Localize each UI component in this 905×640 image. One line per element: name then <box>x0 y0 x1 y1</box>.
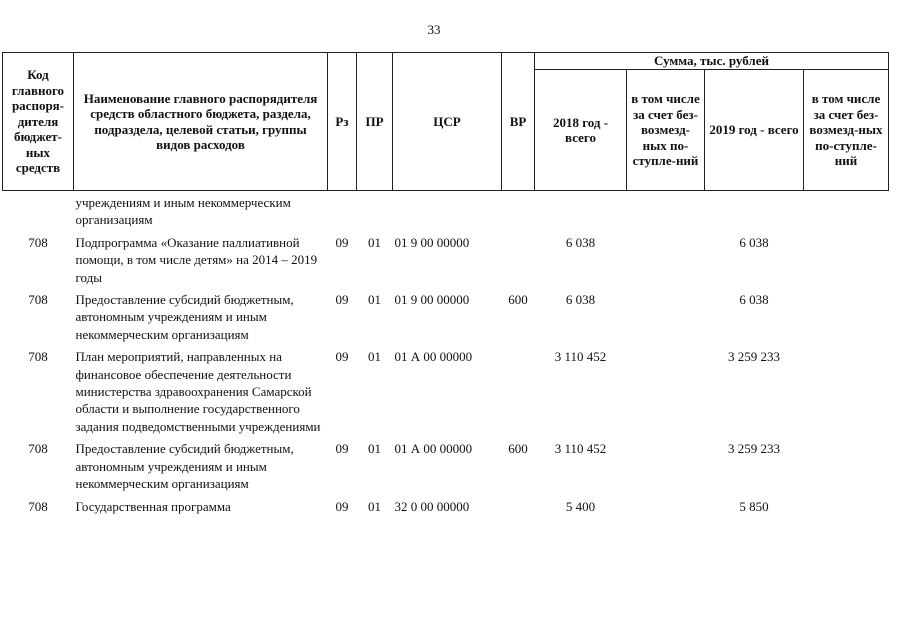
cell-vr <box>502 234 535 291</box>
table-row <box>3 440 889 497</box>
cell-vr <box>502 191 535 234</box>
cell-vr: 600 <box>508 292 528 308</box>
header-2019-free: в том числе за счет без-возмезд-ных по-ступле-ний <box>804 70 889 191</box>
table-row <box>3 234 889 291</box>
cell-2019-free <box>804 234 889 291</box>
header-vr: ВР <box>502 53 535 191</box>
cell-name: Предоставление субсидий бюджетным, автономным учреждениям и иным некоммерческим организациям <box>75 292 294 342</box>
cell-2018-total: 6 038 <box>565 234 596 250</box>
cell-csr: 32 0 00 00000 <box>394 498 470 514</box>
cell-2018-free <box>627 498 705 520</box>
cell-vr <box>502 348 535 440</box>
cell-csr <box>393 191 502 234</box>
cell-name: Подпрограмма «Оказание паллиативной помощи, в том числе детям» на 2014 – 2019 годы <box>75 234 318 285</box>
cell-2018-total: 5 400 <box>565 498 596 514</box>
budget-table <box>2 52 889 520</box>
cell-code: 708 <box>28 441 48 457</box>
cell-pr: 01 <box>368 234 381 250</box>
cell-pr: 01 <box>368 292 381 308</box>
header-2018-total: 2018 год - всего <box>535 70 627 191</box>
cell-rz: 09 <box>335 234 349 250</box>
cell-pr: 01 <box>368 349 381 365</box>
page-number: 33 <box>427 22 441 37</box>
cell-csr: 01 9 00 00000 <box>394 292 470 308</box>
cell-code: 708 <box>28 498 48 514</box>
cell-2019-total: 5 850 <box>739 498 769 514</box>
cell-vr: 600 <box>508 441 528 457</box>
cell-name: Государственная программа <box>75 498 231 514</box>
header-pr: ПР <box>357 53 393 191</box>
table-row <box>3 348 889 440</box>
cell-2019-total: 3 259 233 <box>728 349 780 365</box>
cell-rz: 09 <box>335 349 349 365</box>
table-row <box>3 498 889 520</box>
header-code: Код главного распоря-дителя бюджет-ных средств <box>3 53 74 191</box>
table-row <box>3 291 889 348</box>
cell-2018-total: 3 110 452 <box>554 349 607 365</box>
header-name: Наименование главного распорядителя средств областного бюджета, раздела, подраздела, целевой статьи, группы видов расходов <box>74 53 328 191</box>
cell-2019-free <box>804 348 889 440</box>
cell-2019-free <box>804 291 889 348</box>
cell-rz: 09 <box>335 292 349 308</box>
cell-2019-free <box>804 191 889 234</box>
header-2018-free: в том числе за счет без-возмезд-ных по-ступле-ний <box>627 70 705 191</box>
header-csr: ЦСР <box>393 53 502 191</box>
table-body <box>3 191 889 520</box>
cell-rz <box>328 191 357 234</box>
cell-2018-free <box>627 348 705 440</box>
cell-name: учреждениям и иным некоммерческим организациям <box>75 195 291 228</box>
cell-2019-total <box>705 191 804 234</box>
cell-csr: 01 А 00 00000 <box>394 349 473 365</box>
cell-2018-free <box>627 234 705 291</box>
cell-pr: 01 <box>368 498 381 514</box>
cell-code: 708 <box>28 292 48 308</box>
cell-csr: 01 9 00 00000 <box>394 234 470 250</box>
cell-pr <box>357 191 393 234</box>
cell-2018-total: 6 038 <box>565 292 596 308</box>
header-sum-group: Сумма, тыс. рублей <box>535 53 889 70</box>
cell-vr <box>502 498 535 520</box>
cell-name: Предоставление субсидий бюджетным, автономным учреждениям и иным некоммерческим организациям <box>75 441 294 492</box>
cell-2018-total <box>535 191 627 234</box>
cell-2018-free <box>627 191 705 234</box>
header-2019-total: 2019 год - всего <box>705 70 804 191</box>
cell-code <box>3 191 74 234</box>
cell-code: 708 <box>28 234 48 250</box>
cell-2019-total: 6 038 <box>739 234 769 250</box>
cell-2018-free <box>627 291 705 348</box>
cell-csr: 01 А 00 00000 <box>394 441 473 457</box>
cell-code: 708 <box>28 349 48 365</box>
cell-2018-total: 3 110 452 <box>554 441 607 457</box>
cell-rz: 09 <box>335 498 349 514</box>
cell-name: План мероприятий, направленных на финансовое обеспечение деятельности министерства здравоохранения Самарской области и выполнение государственного задания подведомственными учреждениями <box>75 349 321 434</box>
cell-2019-total: 3 259 233 <box>728 441 780 457</box>
cell-2018-free <box>627 440 705 497</box>
cell-pr: 01 <box>368 441 381 457</box>
cell-2019-free <box>804 498 889 520</box>
cell-rz: 09 <box>335 441 349 457</box>
cell-2019-total: 6 038 <box>739 292 769 308</box>
table-row <box>3 191 889 234</box>
cell-2019-free <box>804 440 889 497</box>
header-rz: Рз <box>328 53 357 191</box>
